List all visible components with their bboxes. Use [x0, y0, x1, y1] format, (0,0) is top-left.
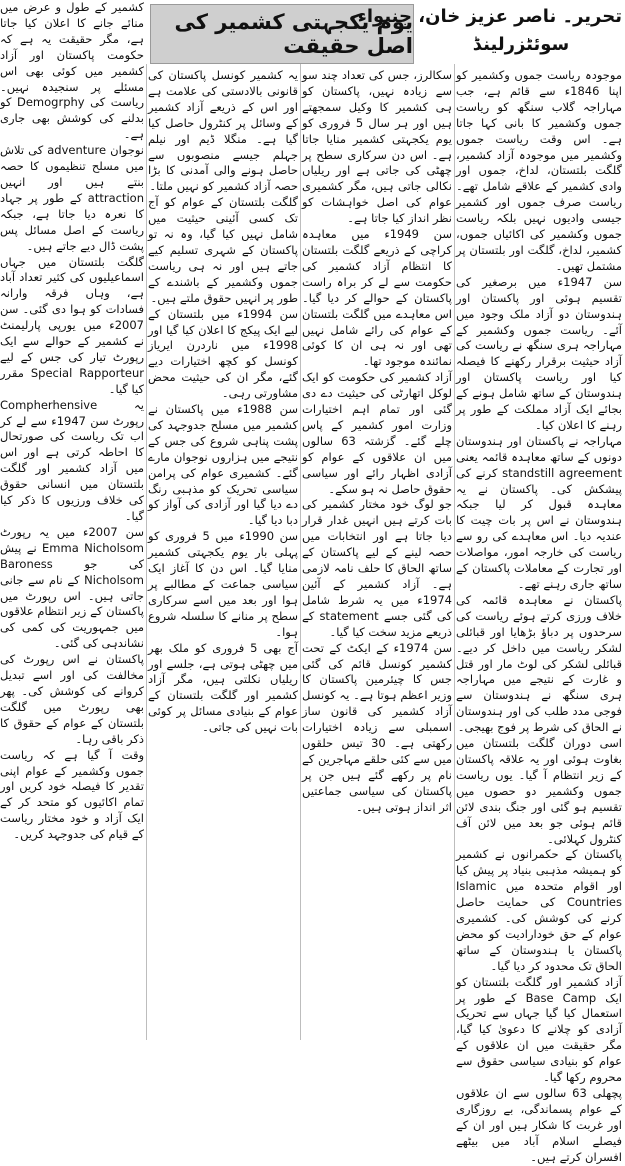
paragraph: یہ Compherhensive رپورٹ سن 1947ء سے لے کر اب تک ریاست کی صورتحال کا احاطہ کرتی ہے اور اس میں آزاد کشمیر اور گلگت بلتستان میں انسانی حقوق کی خلاف ورزیوں کا ذکر کیا گیا۔ — [0, 397, 144, 523]
paragraph: وقت آ گیا ہے کہ ریاست جموں وکشمیر کے عوام اپنی تقدیر کا فیصلہ خود کریں اور تمام اکائیوں کو متحد کر کے ایک آزاد و خود مختار ریاست کے قیام کی جدوجہد کریں۔ — [0, 747, 144, 842]
column-divider — [300, 64, 301, 1040]
byline — [357, 2, 622, 66]
byline-author: تحریر۔ ناصر عزیز خان، جنیواء — [357, 6, 622, 27]
paragraph: اسی دوران گلگت بلتستان میں بغاوت ہوئی اور یہ علاقہ پاکستان کے زیر انتظام آ گیا۔ یوں ریاست جموں وکشمیر دو حصوں میں تقسیم ہو گئی اور جنگ بندی لائن قائم ہوئی جو بعد میں لائن آف کنٹرول کہلائی۔ — [456, 736, 622, 846]
paragraph: نوجوان adventure کی تلاش میں مسلح تنظیموں کا حصہ بنتے ہیں اور انہیں attraction کے طور پر جہاد کا نعرہ دیا جاتا ہے، جبکہ ریاست کے اصل مسائل پس پشت ڈال دیے جاتے ہیں۔ — [0, 143, 144, 253]
paragraph: پچھلی 63 سالوں سے ان علاقوں کے عوام پسماندگی، بے روزگاری اور غربت کا شکار ہیں اور ان کے فیصلے اسلام آباد میں بیٹھے افسران کرتے ہیں۔ — [456, 1086, 622, 1164]
paragraph: گلگت بلتستان کے عوام کو آج تک کسی آئینی حیثیت میں شامل نہیں کیا گیا، وہ نہ تو پاکستان کے شہری تسلیم کیے جاتے ہیں اور نہ ہی ریاست جموں وکشمیر کے باشندے کے طور پر انہیں حقوق ملتے ہیں۔ — [148, 195, 298, 305]
article-column-1 — [456, 68, 622, 1164]
paragraph: سن 1949ء میں معاہدہ کراچی کے ذریعے گلگت بلتستان کا انتظام آزاد کشمیر کی حکومت سے لے کر براہ راست پاکستان کے حوالے کر دیا گیا۔ اس معاہدے میں گلگت بلتستان کے عوام کی رائے شامل نہیں تھی اور نہ ہی ان کا کوئی نمائندہ موجود تھا۔ — [302, 227, 453, 369]
paragraph: سکالرز، جس کی تعداد چند سو سے زیادہ نہیں، پاکستان کو ہی کشمیر کا وکیل سمجھتے ہیں اور ہر سال 5 فروری کو یوم یکجہتی کشمیر منایا جاتا ہے۔ اس دن سرکاری سطح پر چھٹی کی جاتی ہے اور ریلیاں نکالی جاتی ہیں، مگر کشمیری عوام کی اصل خواہشات کو نظر انداز کیا جاتا ہے۔ — [302, 68, 452, 226]
paragraph: جو لوگ خود مختار کشمیر کی بات کرتے ہیں انہیں غدار قرار دیا جاتا ہے اور انتخابات میں حصہ لینے کے لیے پاکستان کے ساتھ الحاق کا حلف نامہ لازمی ہے۔ آزاد کشمیر کے آئین 1974ء میں یہ شرط شامل کی گئی جسے statement کے ذریعے مزید سخت کیا گیا۔ — [302, 497, 452, 639]
paragraph: آزاد کشمیر اور گلگت بلتستان کو ایک Base Camp کے طور پر استعمال کیا گیا جہاں سے تحریک آزادی کو چلانے کا دعویٰ کیا گیا، مگر حقیقت میں ان علاقوں کے عوام کو بنیادی سیاسی حقوق سے محروم رکھا گیا۔ — [456, 974, 622, 1085]
paragraph: سن 1947ء میں برصغیر کی تقسیم ہوئی اور پاکستان اور ہندوستان دو آزاد ملک وجود میں آئے۔ ریاست جموں وکشمیر کے مہاراجہ ہری سنگھ نے ریاست کی آزاد حیثیت برقرار رکھنے کا فیصلہ کیا اور ریاست پاکستان اور ہندوستان کے ساتھ شامل ہونے کے بجائے ایک آزاد مملکت کے طور پر رہنے کا اعلان کیا۔ — [456, 274, 622, 432]
paragraph: سن 1974ء کے ایکٹ کے تحت کشمیر کونسل قائم کی گئی جس کا چیئرمین پاکستان کا وزیر اعظم ہوتا ہے۔ یہ کونسل آزاد کشمیر کی قانون ساز اسمبلی سے زیادہ اختیارات رکھتی ہے۔ 30 تیس حلقوں میں سے کئی حلقے مہاجرین کے نام پر رکھے گئے ہیں جن پر پاکستان کی سیاسی جماعتیں اثر انداز ہوتی ہیں۔ — [302, 640, 452, 814]
paragraph: گلگت بلتستان میں جہاں اسماعیلیوں کی کثیر تعداد آباد ہے، وہاں فرقہ وارانہ فسادات کو ہوا دی گئی۔ سن 2007ء میں یورپی پارلیمنٹ نے کشمیر کے حوالے سے ایک رپورٹ تیار کی جس کے لیے Special Rapporteur مقرر کیا گیا۔ — [0, 254, 144, 396]
column-divider — [454, 64, 455, 1040]
paragraph: کشمیر کے طول و عرض میں منائے جانے کا اعلان کیا جاتا ہے، مگر حقیقت یہ ہے کہ حکومت پاکستان اور آزاد کشمیر میں کوئی بھی اس مسئلے پر سنجیدہ نہیں۔ ریاست کی Demogrphy کو بدلنے کی کوشش بھی جاری ہے۔ — [0, 0, 144, 142]
paragraph: یہ کشمیر کونسل پاکستان کی قانونی بالادستی کی علامت ہے اور اس کے ذریعے آزاد کشمیر کے وسائل پر کنٹرول حاصل کیا گیا ہے۔ منگلا ڈیم اور نیلم جہلم جیسے منصوبوں سے حاصل ہونے والی آمدنی کا بڑا حصہ آزاد کشمیر کو نہیں ملتا۔ — [148, 68, 298, 194]
byline-location: سوئٹزرلینڈ — [472, 34, 570, 55]
paragraph: سن 1988ء میں پاکستان نے کشمیر میں مسلح جدوجہد کی پشت پناہی شروع کی جس کے نتیجے میں ہزاروں نوجوان مارے گئے۔ کشمیری عوام کی پرامن سیاسی تحریک کو مذہبی رنگ دے دیا گیا اور آزادی کی آواز کو دبا دیا گیا۔ — [148, 402, 298, 528]
paragraph: سن 1990ء میں 5 فروری کو پہلی بار یوم یکجہتی کشمیر منایا گیا۔ اس دن کا آغاز ایک سیاسی جماعت کے مطالبے پر ہوا اور بعد میں اسے سرکاری سطح پر منانے کا سلسلہ شروع ہوا۔ — [148, 529, 298, 639]
article-column-4 — [0, 0, 144, 1040]
article-column-2 — [302, 68, 452, 1040]
paragraph: آزاد کشمیر کی حکومت کو ایک لوکل اتھارٹی کی حیثیت دے دی گئی اور تمام اہم اختیارات وزارت امور کشمیر کے پاس چلے گئے۔ گزشتہ 63 سالوں میں ان علاقوں کے عوام کو آزادی اظہار رائے اور سیاسی حقوق حاصل نہ ہو سکے۔ — [302, 370, 452, 496]
paragraph: موجودہ ریاست جموں وکشمیر کو اپنا 1846ء سے قائم ہے، جب مہاراجہ گلاب سنگھ کو ریاست جموں وکشمیر کا بانی کہا جاتا ہے۔ اس وقت ریاست جموں وکشمیر میں موجودہ آزاد کشمیر، گلگت بلتستان، لداخ، جموں اور وادی کشمیر کے علاقے شامل تھے۔ ریاست صرف جموں اور کشمیر جیسی وادیوں نہیں بلکہ ریاست جموں وکشمیر کی اکائیاں جموں، کشمیر، لداخ، گلگت اور بلتستان پر مشتمل تھیں۔ — [456, 68, 622, 273]
paragraph: پاکستان کے حکمرانوں نے کشمیر کو ہمیشہ مذہبی بنیاد پر پیش کیا اور اقوام متحدہ میں Islamic Countries کی حمایت حاصل کرنے کی کوشش کی۔ کشمیری عوام کے حق خودارادیت کو محض پاکستان یا ہندوستان کے ساتھ الحاق تک محدود کر دیا گیا۔ — [456, 847, 622, 973]
paragraph: سن 1994ء میں بلتستان کے لیے ایک پیکج کا اعلان کیا گیا اور 1998ء میں ناردرن ایریاز کونسل کو کچھ اختیارات دیے گئے، مگر ان کی حیثیت محض مشاورتی رہی۔ — [148, 306, 298, 401]
paragraph: پاکستان نے معاہدہ قائمہ کی خلاف ورزی کرتے ہوئے ریاست کی سرحدوں پر دباؤ بڑھایا اور قبائلی لشکر ریاست میں داخل کر دیے۔ قبائلی لشکر کی لوٹ مار اور قتل و غارت کے نتیجے میں مہاراجہ ہری سنگھ نے ہندوستان سے فوجی مدد طلب کی اور ہندوستان نے الحاق کی شرط پر فوج بھیجی۔ — [456, 592, 622, 735]
article-column-3 — [148, 68, 298, 1040]
column-divider — [146, 64, 147, 1040]
paragraph: سن 2007ء میں یہ رپورٹ Emma Nicholsom نے پیش کی جو Baroness Nicholsom کے نام سے جانی جاتی ہیں۔ اس رپورٹ میں پاکستان کے زیر انتظام علاقوں میں جمہوریت کی کمی کی نشاندہی کی گئی۔ — [0, 524, 145, 651]
article-title: یوم یکجہتی کشمیر کی اصل حقیقت — [174, 10, 413, 58]
paragraph: پاکستان نے اس رپورٹ کی مخالفت کی اور اسے تبدیل کروانے کی کوشش کی۔ پھر بھی رپورٹ میں گلگت بلتستان کے عوام کے حقوق کا ذکر باقی رہا۔ — [0, 652, 144, 746]
paragraph: مہاراجہ نے پاکستان اور ہندوستان دونوں کے ساتھ معاہدہ قائمہ یعنی standstill agreement کرنے کی پیشکش کی۔ پاکستان نے یہ معاہدہ قبول کر لیا جبکہ ہندوستان نے اس پر بات چیت کا عندیہ دیا۔ اس معاہدے کی رو سے ریاست کی خارجہ امور، مواصلات اور تجارت کے معاملات پاکستان کے ساتھ جاری رہنے تھے۔ — [456, 433, 622, 591]
paragraph: آج بھی 5 فروری کو ملک بھر میں چھٹی ہوتی ہے، جلسے اور ریلیاں نکلتی ہیں، مگر آزاد کشمیر اور گلگت بلتستان کے عوام کے بنیادی مسائل پر کوئی بات نہیں کی جاتی۔ — [148, 640, 298, 735]
